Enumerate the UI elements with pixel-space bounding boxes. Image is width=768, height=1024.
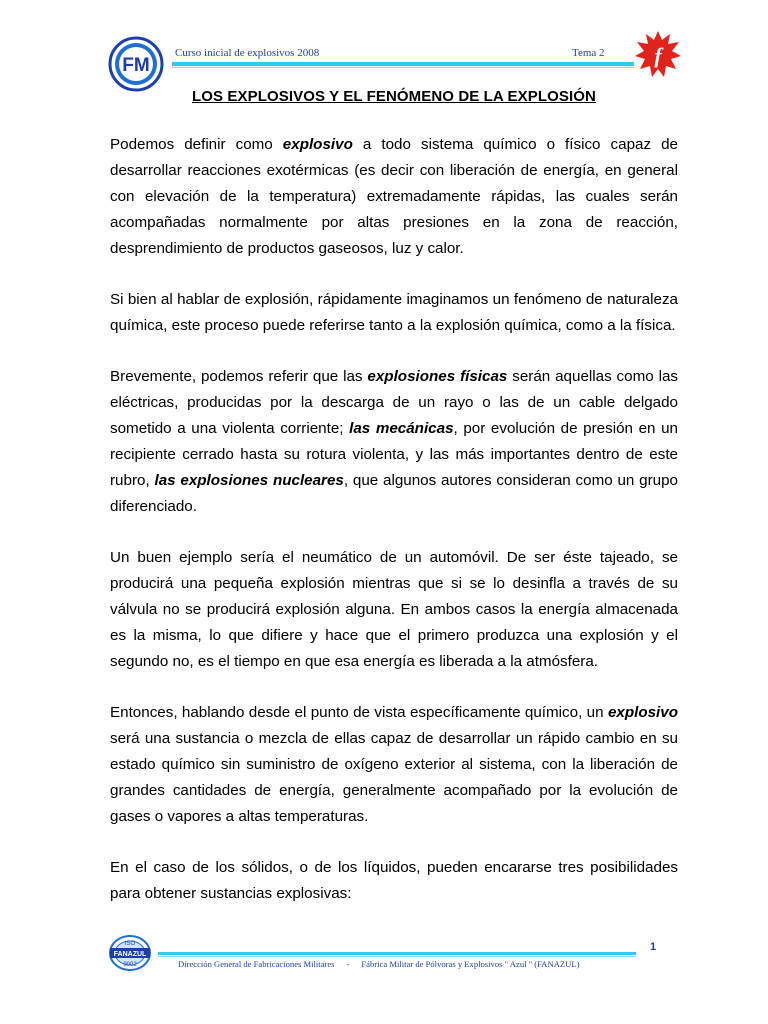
course-title: Curso inicial de explosivos 2008 (175, 47, 320, 59)
emphasis-explosiones-fisicas: explosiones físicas (367, 368, 508, 385)
fanazul-iso-logo (108, 934, 152, 972)
footer-divider (158, 952, 636, 955)
footer-left-text: Dirección General de Fabricaciones Militares (178, 959, 335, 969)
text-run: será una sustancia o mezcla de ellas capaz de desarrollar un rápido cambio en su estado químico sin suministro de oxígeno exterior al sistema, con la liberación de grandes cantidades de energía, generalmente acompañado por la evolución de gases o vapores a altas temperaturas. (110, 730, 678, 825)
paragraph-5 (110, 700, 678, 830)
topic-label: Tema 2 (572, 47, 605, 59)
fanazul-burst-logo (635, 30, 681, 78)
text-run: serán aquellas como las eléctricas, producidas por la descarga de un rayo o las de un cable delgado sometido a una violenta corriente; (110, 368, 678, 437)
document-body (110, 132, 678, 932)
text-run: , que algunos autores consideran como un grupo diferenciado. (110, 472, 678, 515)
paragraph-3 (110, 364, 678, 520)
paragraph-6: En el caso de los sólidos, o de los líquidos, pueden encararse tres posibilidades para obtener sustancias explosivas: (110, 859, 678, 902)
fm-logo (108, 36, 164, 92)
header-divider-thin (172, 67, 634, 68)
text-run: a todo sistema químico o físico capaz de desarrollar reacciones exotérmicas (es decir con liberación de energía, en general con elevación de la temperatura) extremadamente rápidas, las cuales serán acompañadas normalmente por altas presiones en la zona de reacción, desprendimiento de productos gaseosos, luz y calor. (110, 136, 678, 257)
paragraph-2: Si bien al hablar de explosión, rápidamente imaginamos un fenómeno de naturaleza química, este proceso puede referirse tanto a la explosión química, como a la física. (110, 291, 678, 334)
fm-logo-text: FM (122, 55, 150, 76)
page-header (0, 0, 768, 90)
emphasis-las-mecanicas: las mecánicas (349, 420, 454, 437)
footer-logo-iso: ISO (124, 941, 136, 947)
header-divider (172, 62, 634, 66)
footer-right-text: Fábrica Militar de Pólvoras y Explosivos " Azul " (FANAZUL) (361, 959, 580, 969)
text-run: , por evolución de presión en un recipiente cerrado hasta su rotura violenta, y las más importantes dentro de este rubro, (110, 420, 678, 489)
text-run: Brevemente, podemos referir que las (110, 368, 368, 385)
footer-logo-text: FANAZUL (113, 951, 147, 958)
f-logo-text: f (654, 43, 662, 68)
page-number: 1 (650, 941, 657, 953)
footer-divider-thin (158, 956, 636, 957)
page-footer (178, 959, 580, 969)
emphasis-explosivo: explosivo (607, 704, 678, 721)
document-title: LOS EXPLOSIVOS Y EL FENÓMENO DE LA EXPLOSIÓN (192, 88, 596, 105)
emphasis-explosivo: explosivo (282, 136, 353, 153)
footer-logo-number: 9002 (123, 962, 137, 968)
paragraph-1 (110, 132, 678, 262)
text-run: Podemos definir como (110, 136, 283, 153)
footer-separator: - (346, 959, 350, 969)
paragraph-4: Un buen ejemplo sería el neumático de un automóvil. De ser éste tajeado, se producirá una pequeña explosión mientras que si se lo desinfla a través de su válvula no se producirá explosión alguna. En ambos casos la energía almacenada es la misma, lo que difiere y hace que el primero produzca una explosión y el segundo no, es el tiempo en que esa energía es liberada a la atmósfera. (110, 549, 678, 670)
emphasis-explosiones-nucleares: las explosiones nucleares (154, 472, 344, 489)
text-run: Entonces, hablando desde el punto de vista específicamente químico, un (110, 704, 608, 721)
